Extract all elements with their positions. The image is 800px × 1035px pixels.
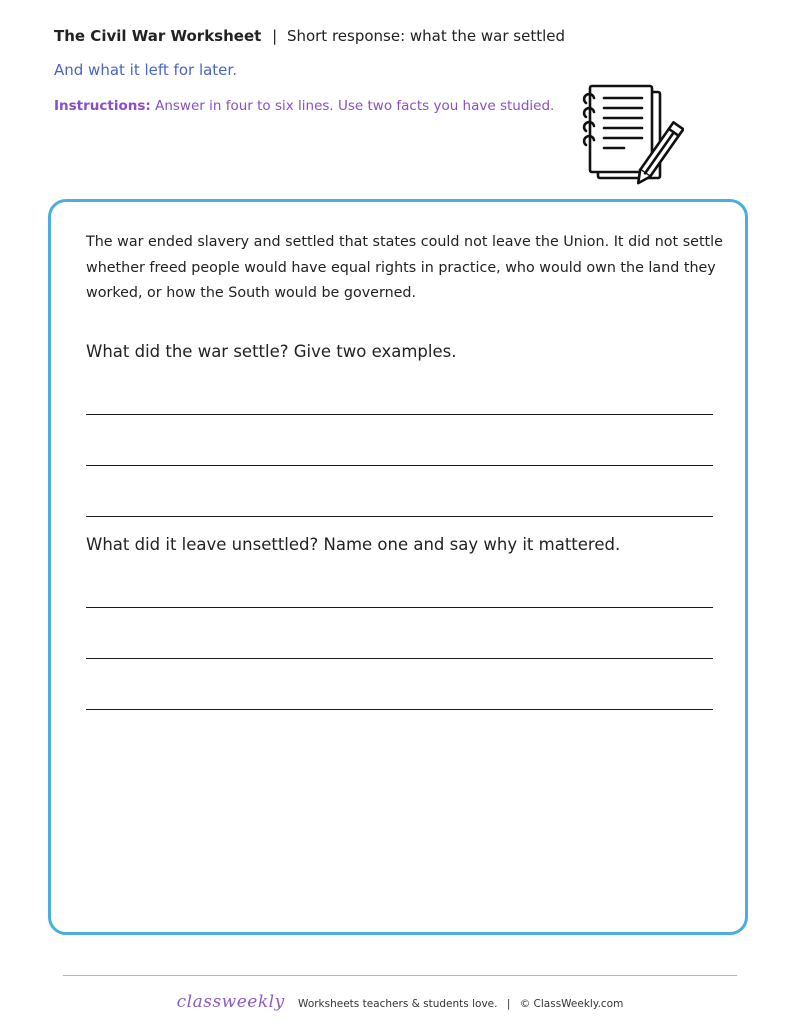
answer-line[interactable] bbox=[86, 516, 713, 517]
reading-passage: The war ended slavery and settled that states could not leave the Union. It did not settle whether freed people would have equal rights in practice, who would own the land they worked, or how the South would be governed. bbox=[86, 234, 723, 301]
answer-line[interactable] bbox=[86, 414, 713, 415]
footer bbox=[0, 992, 800, 1012]
footer-separator: | bbox=[506, 998, 511, 1010]
worksheet-topic: Short response: what the war settled bbox=[286, 27, 566, 45]
answer-line[interactable] bbox=[86, 658, 713, 659]
instructions-label: Instructions: bbox=[54, 98, 151, 114]
notebook-with-pencil-icon bbox=[580, 82, 684, 194]
worksheet-title: The Civil War Worksheet bbox=[54, 27, 262, 45]
answer-line[interactable] bbox=[86, 709, 713, 710]
response-card bbox=[48, 199, 748, 935]
instructions bbox=[54, 98, 554, 114]
question-2: What did it leave unsettled? Name one and say why it mattered. bbox=[86, 535, 621, 554]
header-separator: | bbox=[272, 27, 278, 45]
instructions-text: Answer in four to six lines. Use two facts you have studied. bbox=[155, 98, 555, 114]
worksheet-header bbox=[54, 27, 565, 45]
answer-line[interactable] bbox=[86, 607, 713, 608]
brand-logo: classweekly bbox=[176, 992, 285, 1012]
worksheet-subtitle: And what it left for later. bbox=[54, 61, 237, 79]
answer-line[interactable] bbox=[86, 465, 713, 466]
footer-divider bbox=[63, 975, 737, 976]
footer-tagline: Worksheets teachers & students love. bbox=[298, 998, 498, 1010]
question-1: What did the war settle? Give two examples. bbox=[86, 342, 457, 361]
footer-copyright: © ClassWeekly.com bbox=[519, 998, 624, 1010]
